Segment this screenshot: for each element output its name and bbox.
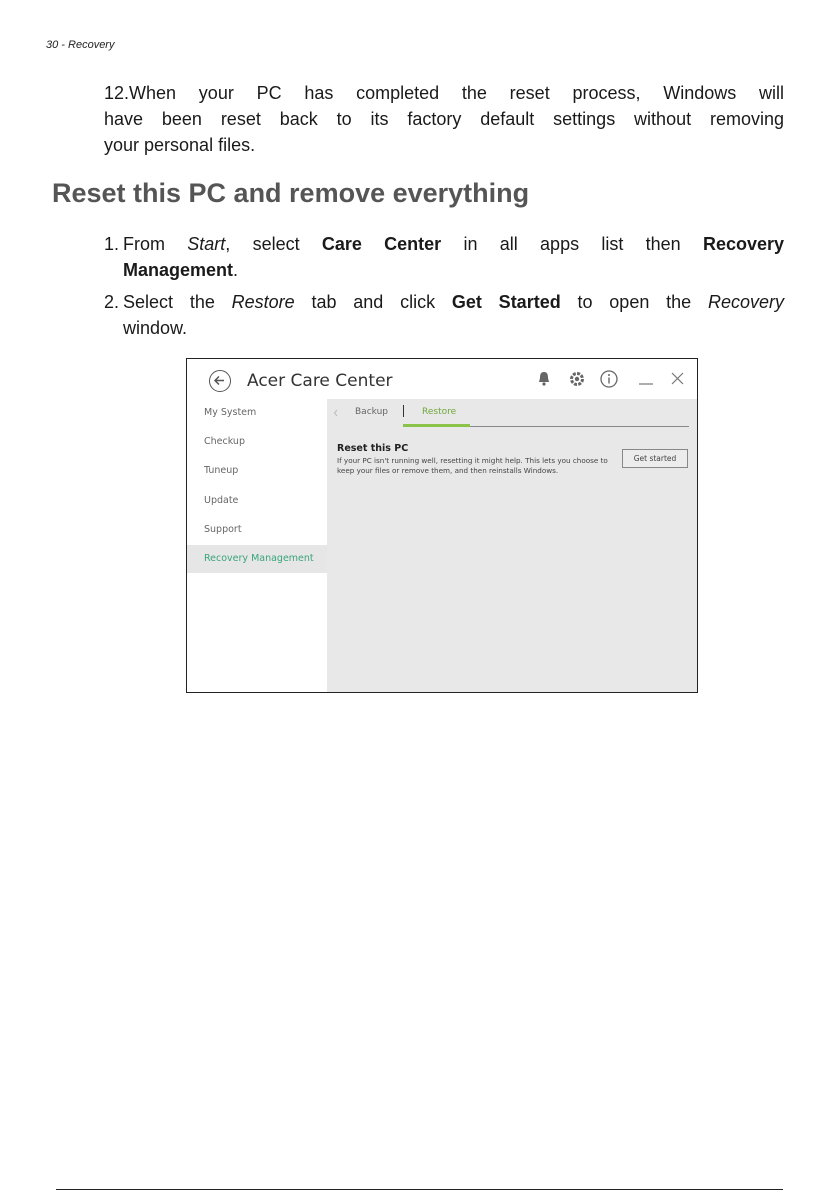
tab-backup[interactable]: Backup	[355, 407, 388, 417]
step-1-line-1: From Start, select Care Center in all apps list then Recovery	[123, 234, 785, 254]
close-icon[interactable]	[668, 369, 688, 389]
tab-bar	[327, 399, 697, 429]
sidebar-item-update[interactable]: Update	[204, 495, 239, 506]
step-12-line-1: 12.When your PC has completed the reset process, Windows will	[104, 83, 784, 103]
sidebar-item-checkup[interactable]: Checkup	[204, 436, 245, 447]
tab-divider	[470, 426, 689, 427]
step-12-line-2: have been reset back to its factory default settings without removing	[104, 109, 784, 129]
chevron-icon	[333, 408, 339, 418]
app-title: Acer Care Center	[247, 371, 393, 391]
step-1-line-2: Management.	[123, 260, 239, 280]
minimize-icon[interactable]	[636, 369, 656, 389]
footer-rule	[56, 1189, 783, 1190]
get-started-button[interactable]: Get started	[622, 449, 688, 468]
sidebar	[187, 399, 327, 692]
gear-icon[interactable]	[567, 369, 587, 389]
step-2-line-2: window.	[123, 318, 188, 338]
step-2-line-1: Select the Restore tab and click Get Started to open the Recovery	[123, 292, 784, 312]
sidebar-item-recovery-management[interactable]: Recovery Management	[187, 545, 327, 573]
section-heading: Reset this PC and remove everything	[52, 178, 530, 208]
tab-restore[interactable]: Restore	[422, 407, 457, 417]
running-head: 30 - Recovery	[46, 39, 115, 51]
tab-separator	[403, 405, 404, 417]
main-panel	[327, 399, 697, 692]
step-1	[104, 231, 784, 283]
title-bar	[187, 359, 697, 399]
sidebar-item-my-system[interactable]: My System	[204, 407, 257, 418]
info-icon[interactable]	[599, 369, 619, 389]
acer-care-center-screenshot	[186, 358, 698, 693]
back-arrow-icon[interactable]	[209, 370, 231, 392]
reset-description: If your PC isn't running well, resetting it might help. This lets you choose to keep your files or remove them, and then reinstalls Windows.	[337, 456, 608, 475]
step-2	[104, 289, 784, 341]
sidebar-item-support[interactable]: Support	[204, 524, 242, 535]
tab-restore-indicator	[403, 424, 470, 427]
step-12	[104, 80, 784, 158]
step-2-number: 2.	[104, 292, 120, 312]
sidebar-item-tuneup[interactable]: Tuneup	[204, 465, 239, 476]
bell-icon[interactable]	[534, 369, 554, 389]
step-1-number: 1.	[104, 234, 120, 254]
step-12-line-3: your personal files.	[104, 135, 256, 155]
reset-title: Reset this PC	[337, 443, 409, 454]
